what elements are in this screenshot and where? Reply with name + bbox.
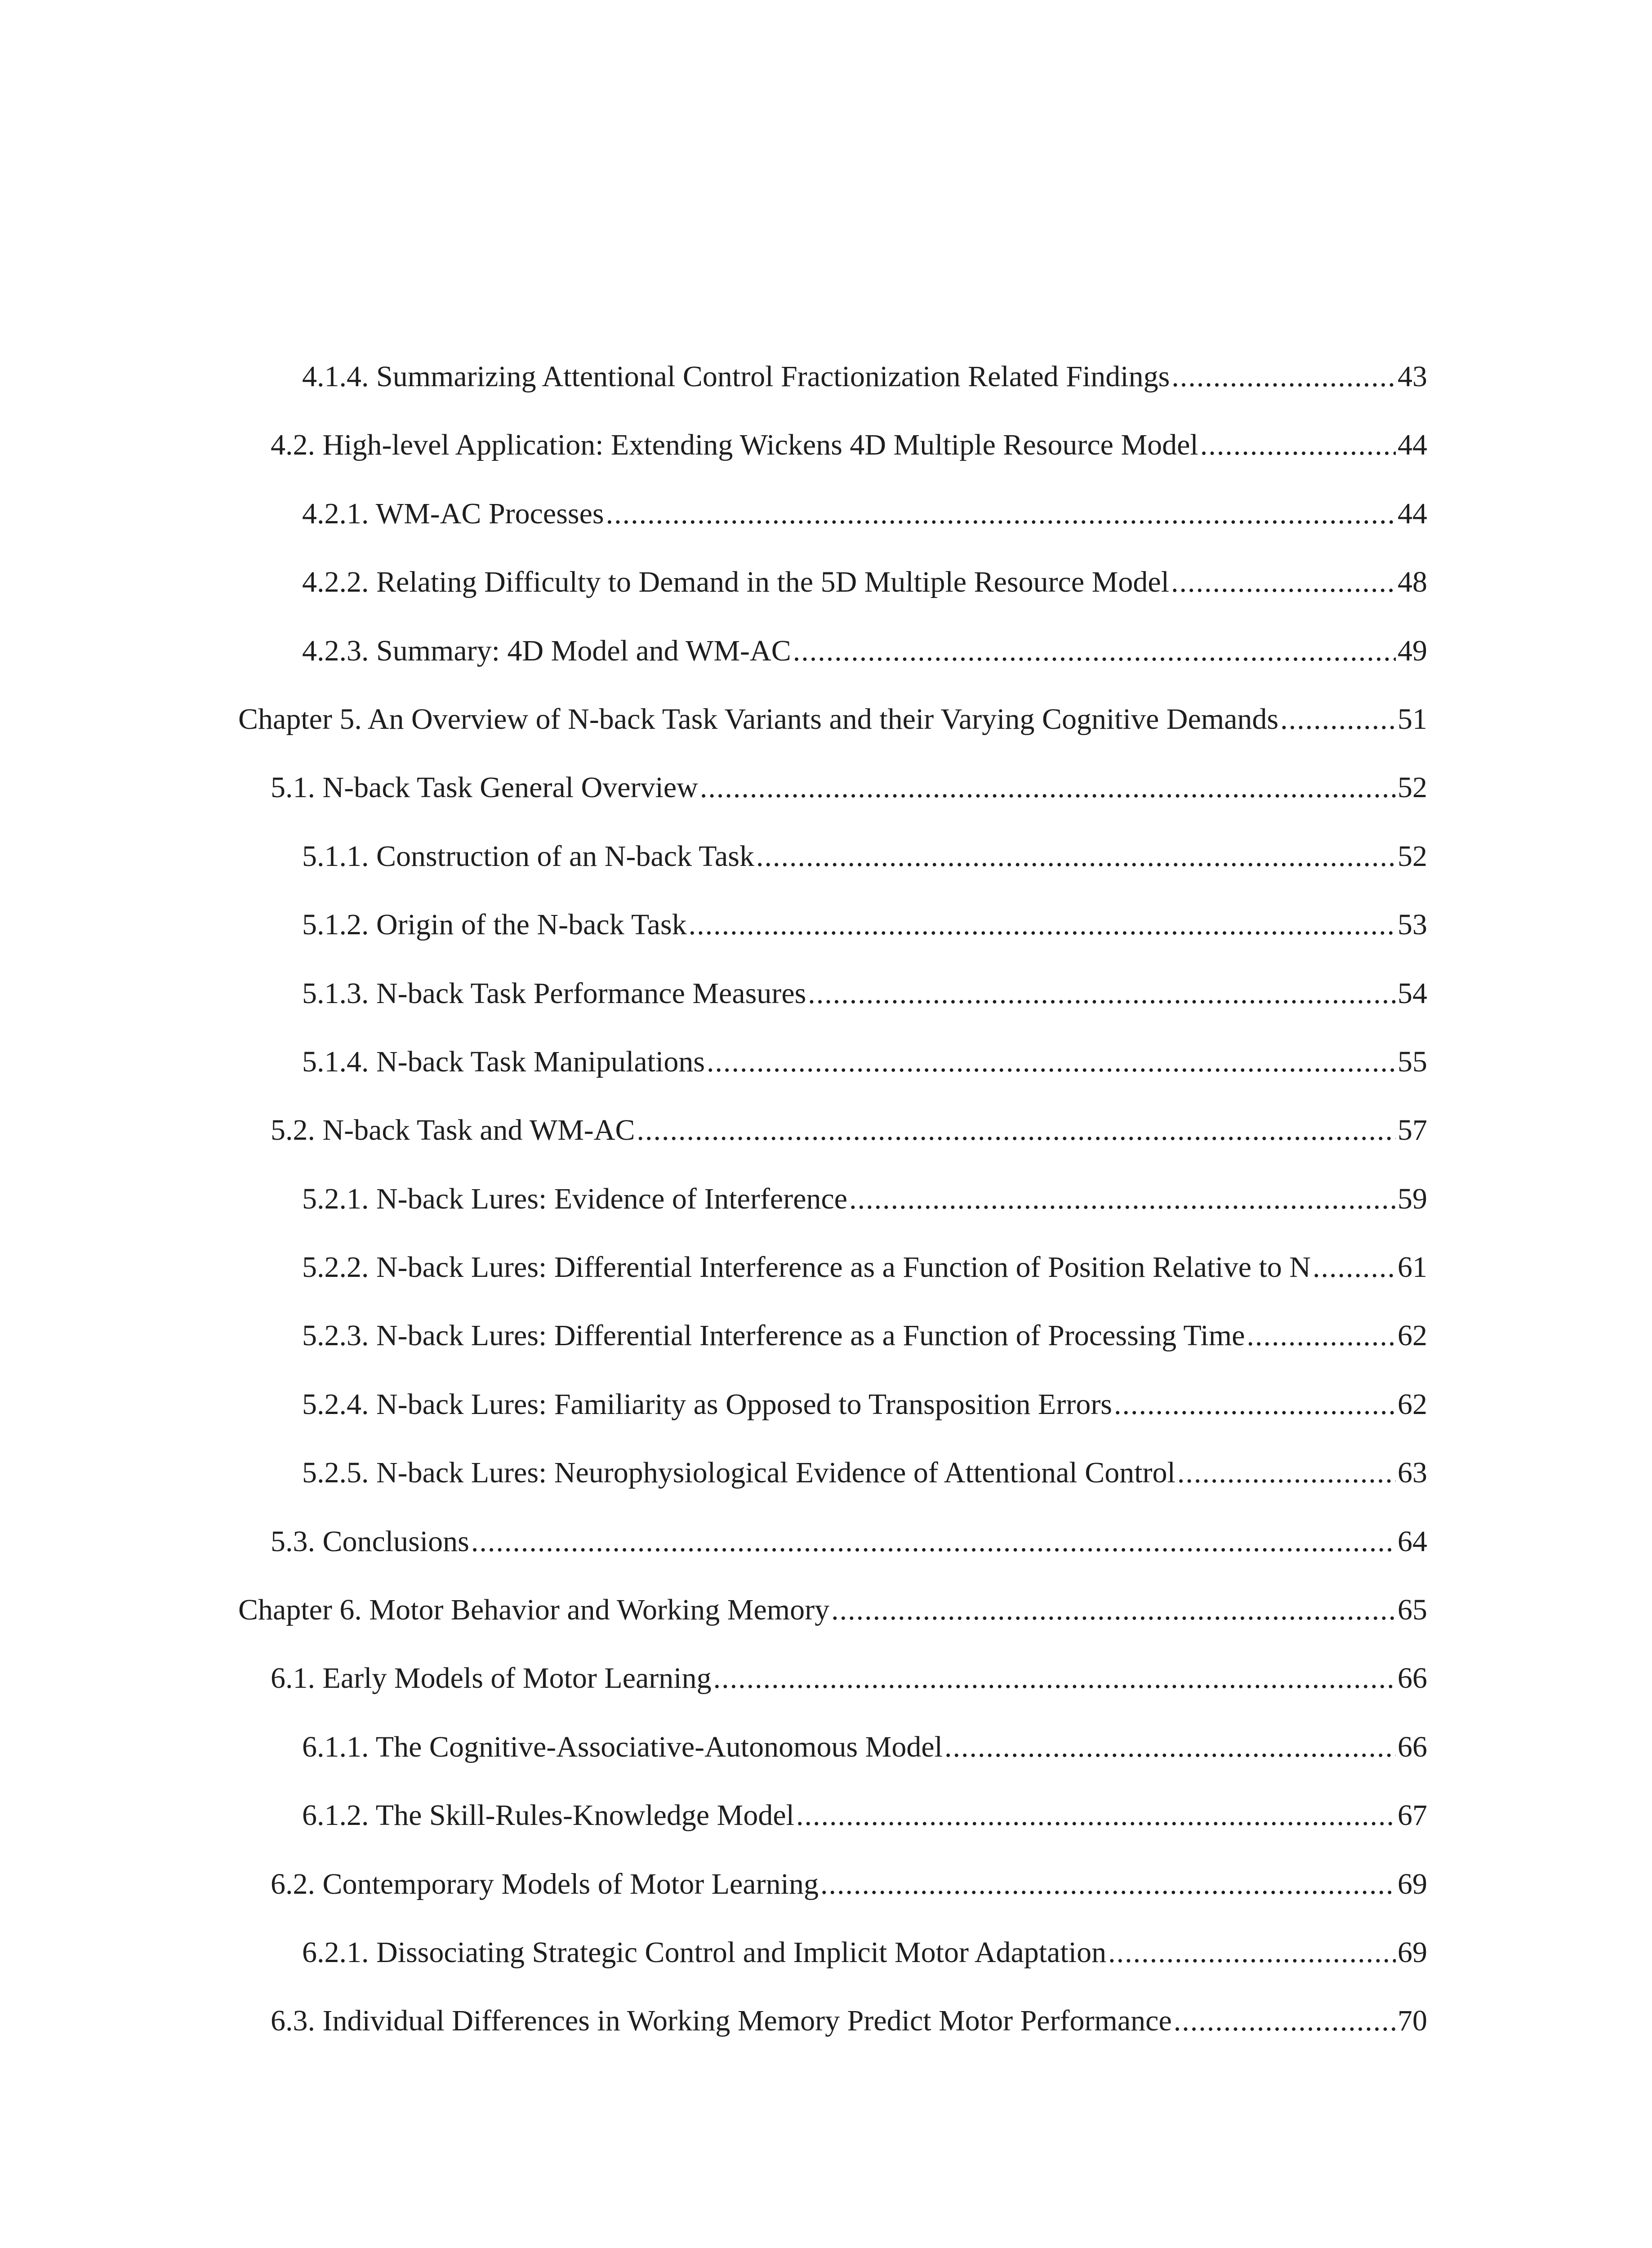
toc-entry-title: 6.2.1. Dissociating Strategic Control and Implicit Motor Adaptation xyxy=(302,1936,1107,1969)
toc-entry-page-number: 51 xyxy=(1398,702,1427,736)
toc-entry-title: 6.2. Contemporary Models of Motor Learning xyxy=(271,1867,819,1900)
toc-dot-leader xyxy=(820,1867,1396,1901)
toc-entry xyxy=(238,1867,1427,1936)
toc-entry xyxy=(238,1250,1427,1319)
toc-dot-leader xyxy=(700,771,1396,805)
toc-dot-leader xyxy=(713,1661,1396,1695)
toc-entry-title: 6.1. Early Models of Motor Learning xyxy=(271,1662,712,1695)
toc-entry-page-number: 69 xyxy=(1398,1936,1427,1969)
toc-entry xyxy=(238,977,1427,1045)
toc-dot-leader xyxy=(1200,428,1396,462)
toc-dot-leader xyxy=(1174,2004,1396,2038)
toc-dot-leader xyxy=(471,1525,1396,1559)
toc-entry xyxy=(238,634,1427,702)
toc-entry-page-number: 64 xyxy=(1398,1525,1427,1558)
toc-entry-title: 5.1.3. N-back Task Performance Measures xyxy=(302,977,806,1010)
toc-dot-leader xyxy=(1177,1456,1396,1490)
toc-dot-leader xyxy=(1280,702,1396,736)
toc-entry xyxy=(238,1525,1427,1593)
toc-entry-title: 5.1.2. Origin of the N-back Task xyxy=(302,908,687,941)
toc-entry-page-number: 49 xyxy=(1398,634,1427,667)
toc-entry-title: Chapter 6. Motor Behavior and Working Memory xyxy=(238,1593,830,1627)
toc-dot-leader xyxy=(756,839,1396,874)
toc-entry xyxy=(238,2004,1427,2072)
toc-entry-page-number: 52 xyxy=(1398,771,1427,804)
toc-entry xyxy=(238,702,1427,771)
toc-entry xyxy=(238,1936,1427,2004)
toc-entry-title: Chapter 5. An Overview of N-back Task Variants and their Varying Cognitive Demands xyxy=(238,702,1279,736)
table-of-contents xyxy=(238,360,1427,2073)
toc-entry xyxy=(238,771,1427,839)
toc-entry-page-number: 44 xyxy=(1398,497,1427,530)
toc-entry-page-number: 54 xyxy=(1398,977,1427,1010)
toc-entry-page-number: 70 xyxy=(1398,2004,1427,2038)
toc-entry-page-number: 59 xyxy=(1398,1182,1427,1215)
toc-entry-page-number: 63 xyxy=(1398,1456,1427,1490)
toc-entry-page-number: 53 xyxy=(1398,908,1427,941)
toc-entry-title: 4.2.3. Summary: 4D Model and WM-AC xyxy=(302,634,791,667)
toc-entry xyxy=(238,1456,1427,1524)
toc-entry xyxy=(238,565,1427,633)
toc-entry-page-number: 52 xyxy=(1398,839,1427,873)
toc-entry xyxy=(238,1319,1427,1387)
toc-dot-leader xyxy=(796,1798,1396,1833)
toc-dot-leader xyxy=(944,1730,1396,1764)
toc-dot-leader xyxy=(1171,565,1396,599)
toc-entry xyxy=(238,497,1427,565)
toc-dot-leader xyxy=(808,977,1396,1011)
toc-entry-title: 6.1.1. The Cognitive-Associative-Autonomous Model xyxy=(302,1730,943,1763)
toc-entry-title: 5.1.1. Construction of an N-back Task xyxy=(302,839,754,873)
toc-entry-page-number: 66 xyxy=(1398,1730,1427,1763)
toc-entry-page-number: 48 xyxy=(1398,566,1427,599)
toc-dot-leader xyxy=(606,497,1396,531)
toc-entry-page-number: 55 xyxy=(1398,1045,1427,1078)
toc-entry-page-number: 66 xyxy=(1398,1662,1427,1695)
toc-entry-page-number: 61 xyxy=(1398,1251,1427,1284)
toc-dot-leader xyxy=(1114,1387,1396,1422)
toc-dot-leader xyxy=(793,634,1396,668)
toc-entry xyxy=(238,839,1427,908)
toc-entry-title: 4.2. High-level Application: Extending Wickens 4D Multiple Resource Model xyxy=(271,428,1198,462)
toc-entry-page-number: 57 xyxy=(1398,1114,1427,1147)
toc-entry-title: 5.2.3. N-back Lures: Differential Interference as a Function of Processing Time xyxy=(302,1319,1245,1352)
toc-entry-title: 4.2.2. Relating Difficulty to Demand in the 5D Multiple Resource Model xyxy=(302,566,1169,599)
toc-entry-title: 5.2.2. N-back Lures: Differential Interference as a Function of Position Relative to N xyxy=(302,1251,1311,1284)
toc-entry xyxy=(238,908,1427,976)
toc-entry-title: 5.3. Conclusions xyxy=(271,1525,469,1558)
toc-entry-page-number: 65 xyxy=(1398,1593,1427,1627)
toc-entry-title: 5.1. N-back Task General Overview xyxy=(271,771,698,804)
toc-entry xyxy=(238,1045,1427,1113)
toc-entry xyxy=(238,1387,1427,1456)
toc-dot-leader xyxy=(849,1182,1396,1216)
toc-entry-page-number: 44 xyxy=(1398,428,1427,462)
toc-entry-title: 4.1.4. Summarizing Attentional Control Fractionization Related Findings xyxy=(302,360,1170,393)
toc-entry-title: 5.1.4. N-back Task Manipulations xyxy=(302,1045,705,1078)
toc-dot-leader xyxy=(1108,1936,1396,1970)
toc-dot-leader xyxy=(1313,1250,1396,1285)
toc-dot-leader xyxy=(689,908,1396,942)
toc-dot-leader xyxy=(637,1113,1396,1147)
toc-entry xyxy=(238,1730,1427,1798)
toc-entry-title: 5.2.5. N-back Lures: Neurophysiological Evidence of Attentional Control xyxy=(302,1456,1176,1490)
toc-entry xyxy=(238,360,1427,428)
toc-entry-page-number: 67 xyxy=(1398,1799,1427,1832)
toc-entry-title: 5.2. N-back Task and WM-AC xyxy=(271,1114,635,1147)
toc-dot-leader xyxy=(1171,360,1396,394)
toc-entry-title: 5.2.1. N-back Lures: Evidence of Interference xyxy=(302,1182,848,1215)
toc-dot-leader xyxy=(1247,1319,1396,1353)
toc-entry-page-number: 62 xyxy=(1398,1319,1427,1352)
toc-dot-leader xyxy=(831,1593,1396,1627)
toc-entry xyxy=(238,428,1427,496)
toc-entry xyxy=(238,1593,1427,1661)
toc-entry-title: 5.2.4. N-back Lures: Familiarity as Opposed to Transposition Errors xyxy=(302,1387,1112,1421)
toc-dot-leader xyxy=(707,1045,1396,1079)
toc-entry xyxy=(238,1182,1427,1250)
toc-entry-title: 6.1.2. The Skill-Rules-Knowledge Model xyxy=(302,1799,794,1832)
toc-entry xyxy=(238,1113,1427,1182)
toc-entry-page-number: 43 xyxy=(1398,360,1427,393)
toc-entry-title: 6.3. Individual Differences in Working Memory Predict Motor Performance xyxy=(271,2004,1172,2038)
toc-entry-page-number: 69 xyxy=(1398,1867,1427,1900)
toc-entry-title: 4.2.1. WM-AC Processes xyxy=(302,497,604,530)
toc-entry xyxy=(238,1661,1427,1730)
toc-entry xyxy=(238,1798,1427,1867)
toc-entry-page-number: 62 xyxy=(1398,1387,1427,1421)
